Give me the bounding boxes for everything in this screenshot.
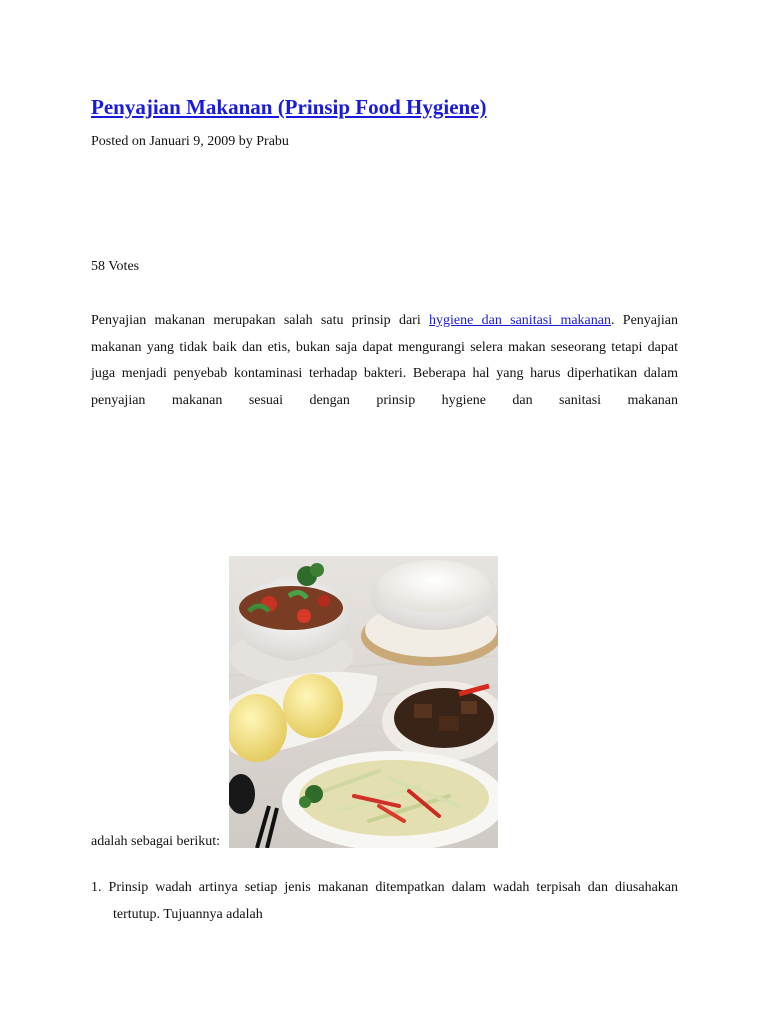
list-item [91,874,678,928]
post-meta: Posted on Januari 9, 2009 by Prabu [91,134,289,149]
list-item-line-2: tertutup. Tujuannya adalah [113,907,263,922]
post-title [91,92,487,122]
after-image-text: adalah sebagai berikut: [91,834,221,849]
intro-text-start: Penyajian makanan merupakan salah satu prinsip dari [91,313,430,328]
intro-text-end: . Penyajian makanan yang tidak baik dan etis, bukan saja dapat mengurangi selera makan seseorang tetapi dapat juga menjadi penyebab kontaminasi terhadap bakteri. Beberapa hal yang harus diperhatikan dalam penyajian makanan sesuai dengan prinsip hygiene dan sanitasi makanan [91,313,678,408]
hygiene-link[interactable]: hygiene dan sanitasi makanan [429,313,611,328]
post-title-link[interactable]: Penyajian Makanan (Prinsip Food Hygiene) [91,95,487,119]
food-serving-photo [229,556,498,848]
intro-paragraph [91,308,678,414]
list-item-line-1: 1. Prinsip wadah artinya setiap jenis makanan ditempatkan dalam wadah terpisah dan diusahakan [91,880,678,895]
vote-count: 58 Votes [91,259,140,274]
